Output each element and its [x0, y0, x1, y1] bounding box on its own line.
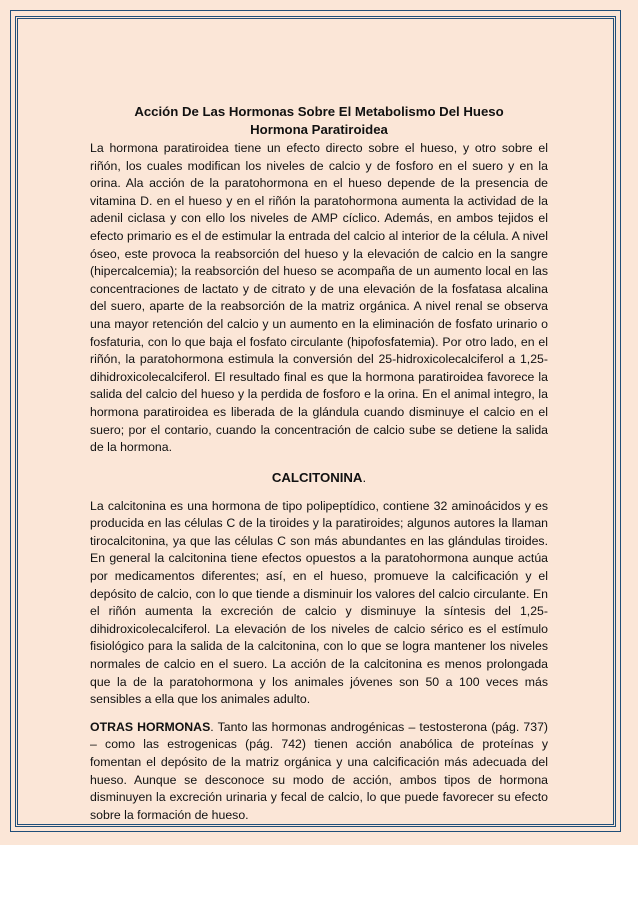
document-body: [90, 103, 548, 824]
section-heading-paratiroidea: Hormona Paratiroidea: [250, 122, 388, 137]
paragraph-paratiroidea: La hormona paratiroidea tiene un efecto directo sobre el hueso, y otro sobre el riñón, los cuales modifican los niveles de calcio y de fosforo en el suero y en la orina. Ala acción de la paratohormona en el hueso depende de la presencia de vitamina D. en el hueso y en el riñón la paratohormona aumenta la actividad de la adenil ciclasa y con ello los niveles de AMP cíclico. Además, en ambos tejidos el efecto primario es el de estimular la entrada del calcio al interior de la célula. A nivel óseo, este provoca la reabsorción del hueso y la elevación de calcio en la sangre (hipercalcemia); la reabsorción del hueso se acompaña de un aumento local en las concentraciones de lactato y de citrato y de una elevación de la fosfatasa alcalina del suero, aparte de la reabsorción de la matriz orgánica. A nivel renal se observa una mayor retención del calcio y un aumento en la eliminación de fosfato urinario o fosfaturia, con lo que baja el fosfato circulante (hipofosfatemia). Por otro lado, en el riñón, la paratohormona estimula la conversión del 25-hidroxicolecalciferol a 1,25-dihidroxicolecalciferol. El resultado final es que la hormona paratiroidea favorece la salida del calcio del hueso y la perdida de fosforo e la orina. En el animal integro, la hormona paratiroidea es liberada de la glándula cuando disminuye el calcio en el suero; por el contario, cuando la concentración de calcio sube se detiene la salida de la hormona.: [90, 141, 548, 455]
document-title: Acción De Las Hormonas Sobre El Metabolismo Del Hueso: [134, 104, 504, 119]
paragraph-otras-hormonas-lead: OTRAS HORMONAS: [90, 719, 211, 734]
section-heading-calcitonina-dot: .: [362, 469, 367, 485]
section-heading-calcitonina: [90, 469, 548, 487]
paragraph-calcitonina: La calcitonina es una hormona de tipo polipeptídico, contiene 32 aminoácidos y es producida en las células C de la tiroides y la paratiroides; algunos autores la llaman tirocalcitonina, ya que las células C son más abundantes en las glándulas tiroides. En general la calcitonina tiene efectos opuestos a la paratohormona aunque actúa por medicamentos diferentes; así, en el hueso, promueve la calcificación y el depósito de calcio, con lo que tiende a disminuir los valores del calcio circulante. En el riñón aumenta la excreción de calcio y disminuye la síntesis del 1,25-dihidroxicolecalciferol. La elevación de los niveles de calcio sérico es el estímulo fisiológico para la salida de la calcitonina, con lo que se logra mantener los niveles normales de calcio en el suero. La acción de la calcitonina es menos prolongada que la de la paratohormona y los animales jóvenes son 50 a 100 veces más sensibles a ella que los animales adulto.: [90, 498, 548, 707]
section-heading-calcitonina-text: CALCITONINA: [271, 469, 363, 485]
paragraph-otras-hormonas-body: . Tanto las hormonas androgénicas – testosterona (pág. 737) – como las estrogenicas (pág. 742) tienen acción anabólica de proteínas y fomentan el depósito de la matriz orgánica y una calcificación más adecuada del hueso. Aunque se desconoce su modo de acción, ambos tipos de hormona disminuyen la excreción urinaria y fecal de calcio, lo que puede favorecer su efecto sobre la formación de hueso.: [90, 719, 549, 822]
page-bottom-margin: [0, 845, 638, 903]
paragraph-otras-hormonas: [90, 719, 548, 825]
